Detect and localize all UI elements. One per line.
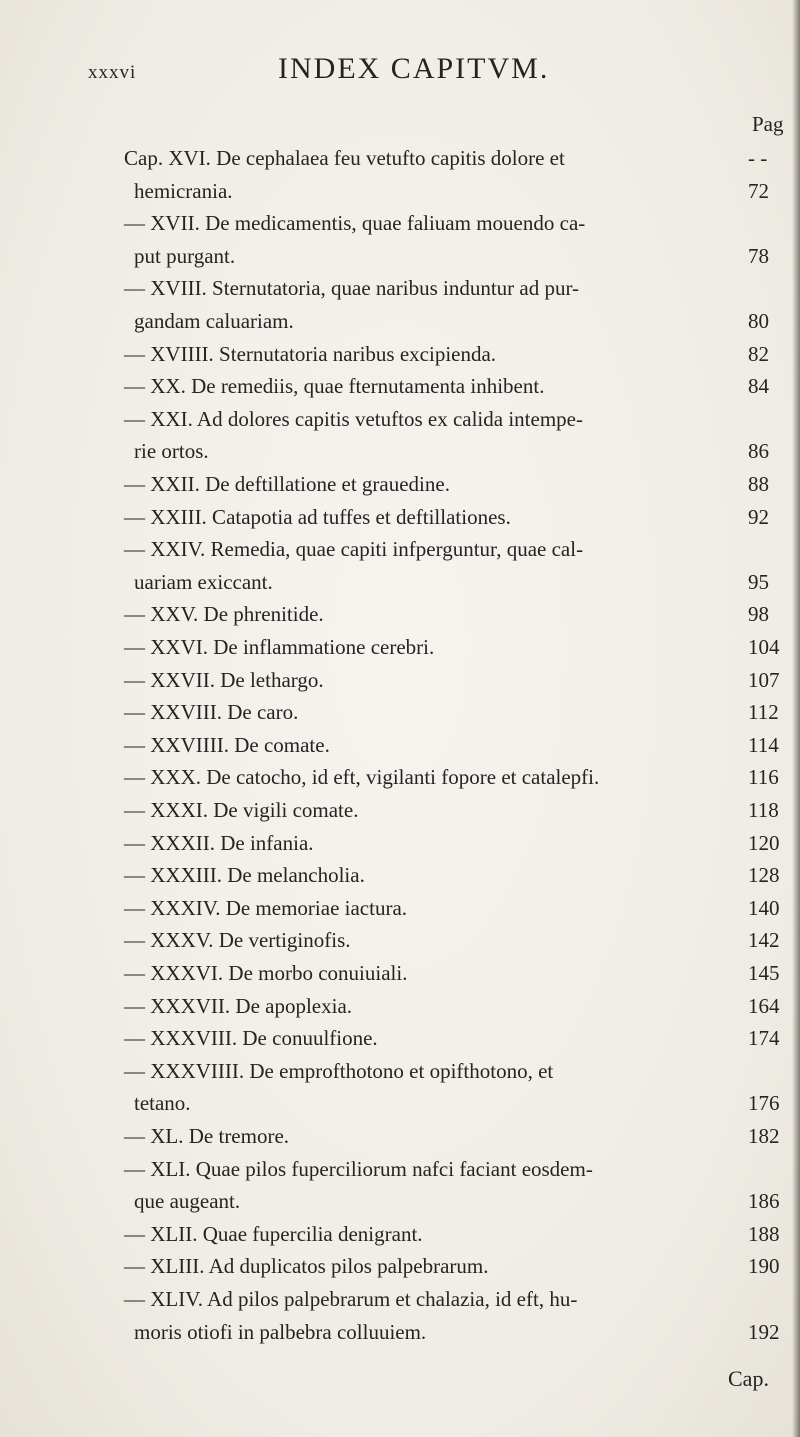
toc-entry-title: — XVIIII. Sternutatoria naribus excipienda. — [124, 342, 497, 366]
toc-entry-title: — XXXIII. De melancholia. — [124, 863, 365, 887]
toc-entry-title: — XL. De tremore. — [124, 1124, 290, 1148]
toc-entry-page: 112 — [748, 700, 779, 724]
toc-entry — [0, 763, 800, 797]
toc-entry-page: 84 — [748, 374, 769, 398]
toc-entry-page: 120 — [748, 831, 780, 855]
toc-entry-page: 88 — [748, 472, 769, 496]
toc-entry — [0, 503, 800, 537]
toc-entry — [0, 861, 800, 895]
toc-entry — [0, 633, 800, 667]
toc-entry-page: 104 — [748, 635, 780, 659]
toc-entry — [0, 1285, 800, 1319]
toc-entry — [0, 340, 800, 374]
toc-entry-title: — XXXI. De vigili comate. — [124, 798, 359, 822]
toc-entry-title: — XXIV. Remedia, quae capiti infperguntur, quae cal- — [124, 537, 584, 561]
toc-entry-title: hemicrania. — [134, 179, 233, 203]
toc-entry — [0, 1089, 800, 1123]
toc-entry-page: 182 — [748, 1124, 780, 1148]
toc-entry-title: — XLIV. Ad pilos palpebrarum et chalazia, id eft, hu- — [124, 1287, 578, 1311]
toc-entry — [0, 372, 800, 406]
toc-entry-page: 92 — [748, 505, 769, 529]
toc-entry-title: moris otiofi in palbebra colluuiem. — [134, 1320, 427, 1344]
toc-entry-title: — XXVI. De inflammatione cerebri. — [124, 635, 435, 659]
toc-entry-page: 190 — [748, 1254, 780, 1278]
toc-entry — [0, 731, 800, 765]
toc-entry-title: — XVII. De medicamentis, quae faliuam mouendo ca- — [124, 211, 586, 235]
toc-entry-page: 142 — [748, 928, 780, 952]
toc-entry — [0, 405, 800, 439]
toc-entry-title: — XXXV. De vertiginofis. — [124, 928, 351, 952]
toc-entry-title: — XX. De remediis, quae fternutamenta inhibent. — [124, 374, 545, 398]
toc-entry — [0, 1057, 800, 1091]
toc-entry — [0, 926, 800, 960]
toc-entry — [0, 1122, 800, 1156]
toc-entry — [0, 992, 800, 1026]
toc-entry — [0, 698, 800, 732]
folio-number: xxxvi — [88, 62, 137, 83]
toc-entry — [0, 959, 800, 993]
toc-entry — [0, 894, 800, 928]
toc-entry-page: 140 — [748, 896, 780, 920]
toc-entry-page: 95 — [748, 570, 769, 594]
toc-entry-title: gandam caluariam. — [134, 309, 294, 333]
toc-entry-page: 164 — [748, 994, 780, 1018]
toc-entry-title: put purgant. — [134, 244, 236, 268]
toc-entry-title: — XLI. Quae pilos fuperciliorum nafci faciant eosdem- — [124, 1157, 593, 1181]
toc-entry — [0, 1187, 800, 1221]
toc-entry-title: — XXXII. De infania. — [124, 831, 314, 855]
toc-entry — [0, 568, 800, 602]
toc-entry-title: — XLII. Quae fupercilia denigrant. — [124, 1222, 423, 1246]
toc-entry-page: 188 — [748, 1222, 780, 1246]
toc-entry-page: 98 — [748, 602, 769, 626]
toc-entry — [0, 666, 800, 700]
toc-entry-title: — XXV. De phrenitide. — [124, 602, 324, 626]
toc-entry-page: 118 — [748, 798, 779, 822]
toc-entry-title: — XXVIIII. De comate. — [124, 733, 330, 757]
toc-entry — [0, 600, 800, 634]
toc-entry-title: uariam exiccant. — [134, 570, 273, 594]
toc-entry — [0, 307, 800, 341]
toc-entry-title: rie ortos. — [134, 439, 209, 463]
toc-entry — [0, 437, 800, 471]
toc-entry-title: — XXIII. Catapotia ad tuffes et deftillationes. — [124, 505, 511, 529]
toc-entry-title: — XLIII. Ad duplicatos pilos palpebrarum. — [124, 1254, 489, 1278]
toc-entry-page: 192 — [748, 1320, 780, 1344]
toc-entry-title: — XXXVII. De apoplexia. — [124, 994, 353, 1018]
toc-entry-page: 145 — [748, 961, 780, 985]
toc-entry — [0, 1318, 800, 1352]
toc-entry — [0, 1220, 800, 1254]
toc-entry-title: que augeant. — [134, 1189, 241, 1213]
toc-entry-title: — XXVIII. De caro. — [124, 700, 299, 724]
toc-entry-title: — XXXVIII. De conuulfione. — [124, 1026, 378, 1050]
toc-entry-title: — XXI. Ad dolores capitis vetuftos ex calida intempe- — [124, 407, 583, 431]
toc-entry — [0, 796, 800, 830]
toc-entry — [0, 177, 800, 211]
running-header — [88, 52, 708, 92]
toc-entry-page: 80 — [748, 309, 769, 333]
toc-entry-title: — XXVII. De lethargo. — [124, 668, 324, 692]
toc-entry-title: — XXII. De deftillatione et grauedine. — [124, 472, 450, 496]
toc-entry-page: 72 — [748, 179, 769, 203]
toc-entry — [0, 1024, 800, 1058]
toc-entry-page: 128 — [748, 863, 780, 887]
toc-entry-title: — XXXVI. De morbo conuiuiali. — [124, 961, 408, 985]
toc-entry-title: tetano. — [134, 1091, 191, 1115]
toc-entry — [0, 829, 800, 863]
catchword: Cap. — [728, 1366, 769, 1391]
toc-entry-page: 107 — [748, 668, 780, 692]
toc-entry — [0, 535, 800, 569]
toc-entry-title: — XXXVIIII. De emprofthotono et opifthotono, et — [124, 1059, 554, 1083]
toc-entry-title: — XXXIV. De memoriae iactura. — [124, 896, 408, 920]
toc-entry-page: 176 — [748, 1091, 780, 1115]
toc-entry — [0, 1155, 800, 1189]
toc-entry — [0, 1252, 800, 1286]
toc-entry-page: 186 — [748, 1189, 780, 1213]
toc-entry — [0, 470, 800, 504]
toc-entry — [0, 274, 800, 308]
toc-entry-page: 86 — [748, 439, 769, 463]
toc-entry-page: 174 — [748, 1026, 780, 1050]
toc-entry-title: — XXX. De catocho, id eft, vigilanti fopore et catalepfi. — [124, 765, 600, 789]
toc-entry — [0, 242, 800, 276]
toc-entry — [0, 209, 800, 243]
toc-entry-title: Cap. XVI. De cephalaea feu vetufto capitis dolore et — [124, 146, 565, 170]
toc-entry-page: 78 — [748, 244, 769, 268]
toc-entry-title: — XVIII. Sternutatoria, quae naribus induntur ad pur- — [124, 276, 580, 300]
toc-entry-page: 114 — [748, 733, 779, 757]
toc-entry-page: - - — [748, 146, 768, 170]
page-column-label: Pag — [752, 112, 784, 136]
toc-entry-page: 82 — [748, 342, 769, 366]
running-title: INDEX CAPITVM. — [278, 52, 550, 85]
toc-entry — [0, 144, 800, 178]
toc-entry-page: 116 — [748, 765, 779, 789]
